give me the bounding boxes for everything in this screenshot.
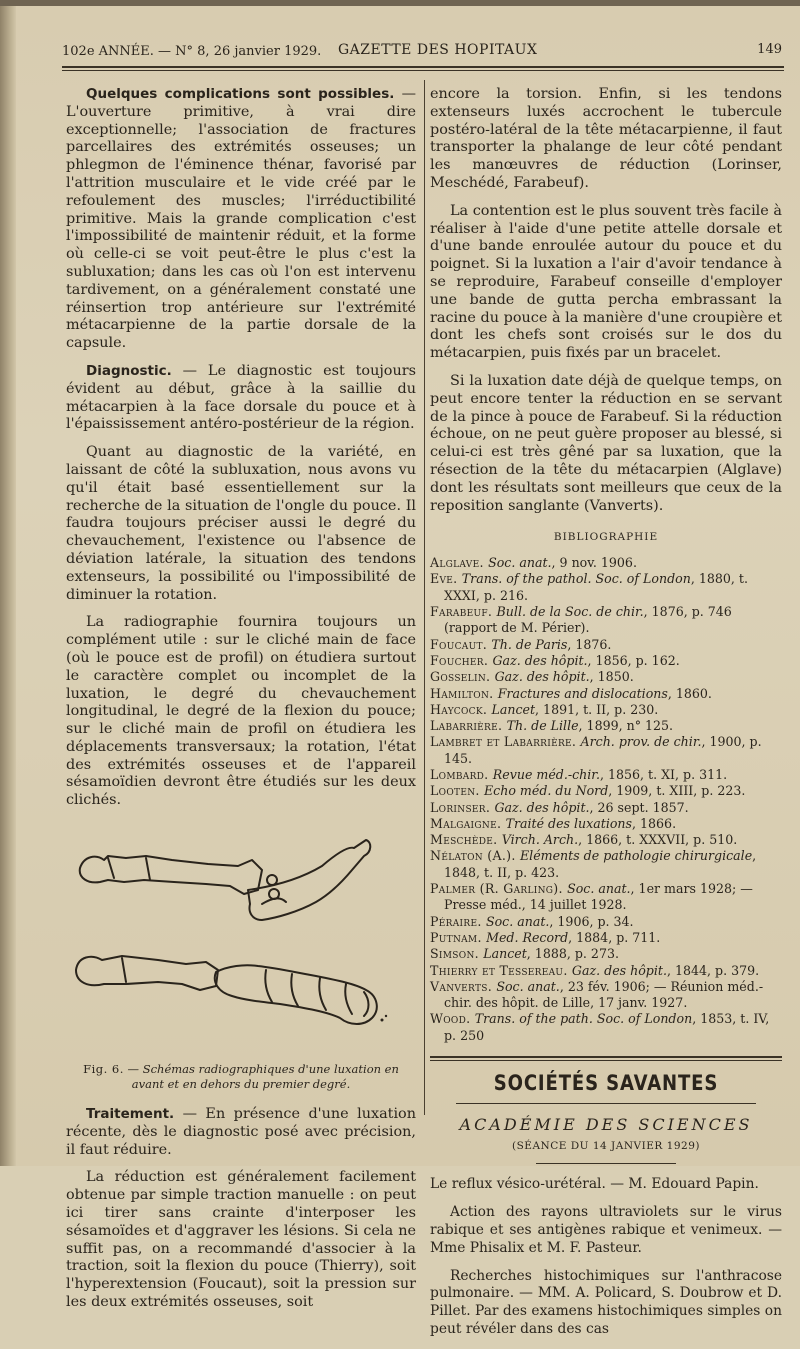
bibliography-entry bbox=[430, 930, 782, 946]
bibliography-details: , 1891, t. II, p. 230. bbox=[535, 701, 659, 717]
bibliography-author: Wood. bbox=[430, 1011, 475, 1027]
section-rule bbox=[430, 1056, 782, 1061]
bibliography-details: , 1er mars 1928; — Presse méd., 14 juillet 1928. bbox=[444, 881, 753, 913]
academy-item-ultraviolets: Action des rayons ultraviolets sur le virus rabique et ses antigènes rabique et venimeux. — Mme Phisalix et M. F. Pasteur. bbox=[430, 1204, 782, 1256]
bibliography-details: , 1848, t. II, p. 423. bbox=[444, 848, 757, 880]
bibliography-author: Lombard. bbox=[430, 766, 493, 782]
bibliography-details: , 1876. bbox=[567, 636, 612, 652]
paragraph-diagnostic: Diagnostic. — Le diagnostic est toujours évident au début, grâce à la saillie du métacarpien à la face dorsale du pouce et à l'épaississement antéro-postérieur de la région. bbox=[66, 362, 416, 433]
bone-drawing bbox=[66, 820, 416, 1058]
bibliography-author: Looten. bbox=[430, 783, 484, 799]
bibliography-source: Arch. prov. de chir. bbox=[580, 734, 702, 750]
bibliography-entry bbox=[430, 963, 782, 979]
bibliography-entry bbox=[430, 555, 782, 571]
bibliography-entry bbox=[430, 832, 782, 848]
paragraph-radiography: La radiographie fournira toujours un complément utile : sur le cliché main de face (où le pouce est de profil) on étudiera surtout le caractère complet ou incomplet de la luxation, le degré du chevauchement longitudinal, le degré de la flexion du pouce; sur le cliché main de profil on étudiera les déplacements transversaux; la rotation, l'état des extrémités osseuses et de l'appareil sésamoïdien devront être étudiés sur les deux clichés. bbox=[66, 614, 416, 809]
bibliography-author: Gosselin. bbox=[430, 669, 495, 685]
bibliography-details: , 26 sept. 1857. bbox=[589, 799, 689, 815]
journal-title: GAZETTE DES HOPITAUX bbox=[338, 42, 538, 58]
bibliography-author: Simson. bbox=[430, 946, 484, 962]
bibliography-author: Meschède. bbox=[430, 832, 502, 848]
header-rule bbox=[62, 66, 784, 71]
bibliography-entry bbox=[430, 767, 782, 783]
heading-diagnostic: Diagnostic. bbox=[86, 362, 172, 379]
bibliography-author: Labarrière. bbox=[430, 718, 507, 734]
bibliography-entry bbox=[430, 718, 782, 734]
bibliography-details: , 23 fév. 1906; — Réunion méd.-chir. des hôpit. de Lille, 17 janv. 1927. bbox=[444, 978, 764, 1011]
bibliography-source: Gaz. des hôpit. bbox=[492, 652, 588, 668]
bibliography-author: Lambret et Labarrière. bbox=[430, 734, 581, 750]
bibliography-entry bbox=[430, 734, 782, 767]
bibliography-entry bbox=[430, 783, 782, 799]
section-title-rule bbox=[456, 1103, 756, 1104]
bibliography-entry bbox=[430, 881, 782, 914]
bibliography-author: Putnam. bbox=[430, 929, 487, 945]
bibliography-details: , 1860. bbox=[667, 685, 712, 701]
bibliography-source: Trans. of the pathol. Soc. of London bbox=[461, 571, 691, 587]
bibliography-author: Farabeuf. bbox=[430, 604, 497, 620]
paragraph-treatment: Traitement. — En présence d'une luxation récente, dès le diagnostic posé avec précision, il faut réduire. bbox=[66, 1106, 416, 1158]
bibliography-details: , 1899, n° 125. bbox=[578, 718, 674, 734]
bibliography-source: Trans. of the path. Soc. of London bbox=[474, 1011, 693, 1027]
bibliography-details: , 1866. bbox=[632, 815, 677, 831]
paragraph-torsion: encore la torsion. Enfin, si les tendons extenseurs luxés accrochent le tubercule postéro-latéral de la tête métacarpienne, il faut transporter la phalange de leur côté pendant les manœuvres de réduction (Lorinser, Meschédé, Farabeuf). bbox=[430, 86, 782, 191]
bibliography-source: Gaz. des hôpit. bbox=[494, 799, 590, 815]
paragraph-reduction: La réduction est généralement facilement obtenue par simple traction manuelle : on peut ici tirer sans crainte d'interposer les sésamoïdes et d'aggraver les lésions. Si cela ne suffit pas, on a recommandé d'associer à la traction, soit la flexion du pouce (Thierry), soit l'hyperextension (Foucaut), soit la pression sur les deux extrémités osseuses, soit bbox=[66, 1169, 416, 1311]
bibliography-details: , 1888, p. 273. bbox=[526, 946, 619, 962]
right-column bbox=[430, 86, 782, 1349]
academy-item-reflux: Le reflux vésico-urétéral. — M. Edouard Papin. bbox=[430, 1176, 759, 1193]
bibliography-entry bbox=[430, 979, 782, 1012]
bibliography-details: , 1900, p. 145. bbox=[444, 734, 762, 766]
issue-line: 102e ANNÉE. — N° 8, 26 janvier 1929. bbox=[62, 44, 322, 59]
bibliography-details: , 1844, p. 379. bbox=[666, 962, 760, 978]
figure-caption: Fig. 6. — Schémas radiographiques d'une luxation en avant et en dehors du premier degré. bbox=[83, 1062, 399, 1092]
bibliography-source: Soc. anat. bbox=[496, 978, 560, 994]
bibliography-details: , 1866, t. XXXVII, p. 510. bbox=[578, 832, 738, 848]
bibliography-source: Virch. Arch. bbox=[501, 832, 579, 848]
figure-radiographic-schemas bbox=[66, 820, 416, 1058]
top-edge bbox=[0, 0, 800, 6]
bibliography-entry bbox=[430, 1011, 782, 1044]
bibliography-author: Foucher. bbox=[430, 652, 493, 668]
bibliography-source: Lancet bbox=[483, 946, 527, 962]
bibliography-details: , 1909, t. XIII, p. 223. bbox=[608, 783, 746, 799]
bibliography-entry bbox=[430, 816, 782, 832]
bibliography-details: , 1876, p. 746 (rapport de M. Périer). bbox=[444, 604, 732, 636]
bibliography-source: Fractures and dislocations bbox=[497, 685, 668, 701]
bibliography-source: Th. de Paris bbox=[491, 636, 568, 652]
bibliography-details: , 1906, p. 34. bbox=[549, 913, 634, 929]
bibliography-source: Lancet bbox=[491, 701, 536, 717]
bibliography-author: Nélaton (A.). bbox=[430, 848, 520, 864]
bibliography-author: Hamilton. bbox=[430, 685, 498, 701]
bibliography-details: , 1853, t. IV, p. 250 bbox=[444, 1011, 770, 1043]
bibliography-title: BIBLIOGRAPHIE bbox=[553, 531, 659, 544]
bibliography-entry bbox=[430, 653, 782, 669]
bibliography-entry bbox=[430, 800, 782, 816]
bibliography-details: , 1884, p. 711. bbox=[568, 929, 661, 945]
heading-treatment: Traitement. bbox=[86, 1106, 175, 1123]
page-header bbox=[62, 42, 782, 64]
paragraph-variety: Quant au diagnostic de la variété, en laissant de côté la subluxation, nous avons vu qu'il était basé essentiellement sur la recherche de la situation de l'ongle du pouce. Il faudra toujours préciser aussi le degré du chevauchement, l'existence ou l'absence de déviation latérale, la situation des tendons extenseurs, la possibilité ou l'impossibilité de diminuer la rotation. bbox=[66, 444, 416, 603]
page-spine-shadow bbox=[0, 0, 16, 1166]
left-column bbox=[66, 86, 416, 1322]
bibliography-author: Alglave. bbox=[430, 555, 489, 571]
bibliography-author: Vanverts. bbox=[430, 978, 497, 994]
bibliography-source: Gaz. des hôpit. bbox=[494, 669, 590, 685]
bibliography-entry bbox=[430, 571, 782, 604]
bibliography-source: Bull. de la Soc. de chir. bbox=[496, 604, 644, 620]
bibliography-entry bbox=[430, 637, 782, 653]
bibliography-details: , 1856, t. XI, p. 311. bbox=[599, 766, 728, 782]
bibliography-entry bbox=[430, 686, 782, 702]
bibliography-author: Eve. bbox=[430, 571, 462, 587]
bibliography-author: Haycock. bbox=[430, 701, 492, 717]
bibliography-source: Th. de Lille bbox=[506, 718, 579, 734]
bibliography-details: , 1850. bbox=[589, 669, 634, 685]
bibliography-author: Péraire. bbox=[430, 913, 486, 929]
bibliography-entry bbox=[430, 604, 782, 637]
paragraph-old-luxation: Si la luxation date déjà de quelque temps, on peut encore tenter la réduction en se servant de la pince à pouce de Farabeuf. Si la réduction échoue, on ne peut guère proposer au blessé, si celui-ci est très gêné par sa luxation, que la résection de la tête du métacarpien (Alglave) dont les résultats sont meilleurs que ceux de la reposition sanglante (Vanverts). bbox=[430, 372, 782, 514]
academy-title: ACADÉMIE DES SCIENCES bbox=[459, 1114, 753, 1134]
bibliography-entry bbox=[430, 914, 782, 930]
bibliography-author: Lorinser. bbox=[430, 799, 495, 815]
bibliography-entry bbox=[430, 702, 782, 718]
page-number: 149 bbox=[757, 42, 782, 57]
session-date: (SÉANCE DU 14 JANVIER 1929) bbox=[511, 1139, 700, 1152]
bibliography-source: Soc. anat. bbox=[488, 555, 552, 571]
bibliography-entry bbox=[430, 669, 782, 685]
bibliography-entry bbox=[430, 946, 782, 962]
bibliography-source: Soc. anat. bbox=[485, 913, 550, 929]
bibliography-author: Foucaut. bbox=[430, 636, 492, 652]
heading-complications: Quelques complications sont possibles. bbox=[86, 86, 395, 102]
bibliography-source: Med. Record bbox=[486, 929, 569, 945]
bibliography-source: Gaz. des hôpit. bbox=[571, 962, 667, 978]
academy-item-anthracose: Recherches histochimiques sur l'anthracose pulmonaire. — MM. A. Policard, S. Doubrow et D. Pillet. Par des examens histochimiques simples on peut révéler dans des cas bbox=[430, 1267, 782, 1337]
bibliography-source: Echo méd. du Nord bbox=[483, 783, 609, 799]
bibliography-list bbox=[430, 555, 782, 1044]
paragraph-complications: Quelques complications sont possibles. — L'ouverture primitive, à vrai dire exceptionnelle; l'association de fractures parcellaires des extrémités osseuses; un phlegmon de l'éminence thénar, favorisé par l'attrition musculaire et le vide créé par le refoulement des muscles; l'irréductibilité primitive. Mais la grande complication c'est l'impossibilité de maintenir réduit, et la forme où celle-ci se voit peut-être le plus c'est la subluxation; dans les cas où l'on est intervenu tardivement, on a généralement constaté une réinsertion trop antérieure sur l'extrémité métacarpienne de la partie dorsale de la capsule. bbox=[66, 86, 417, 352]
bibliography-source: Soc. anat. bbox=[567, 881, 631, 897]
column-divider bbox=[424, 80, 425, 1115]
bibliography-source: Revue méd.-chir. bbox=[492, 766, 600, 782]
bibliography-entry bbox=[430, 848, 782, 881]
bibliography-source: Traité des luxations bbox=[505, 815, 633, 831]
session-rule bbox=[536, 1163, 676, 1164]
bibliography-source: Eléments de pathologie chirurgicale bbox=[519, 848, 753, 864]
bibliography-details: , 9 nov. 1906. bbox=[551, 555, 637, 571]
bibliography-details: , 1856, p. 162. bbox=[587, 652, 680, 668]
bibliography-details: , 1880, t. XXXI, p. 216. bbox=[444, 571, 748, 603]
section-title-societes: SOCIÉTÉS SAVANTES bbox=[493, 1071, 719, 1096]
paragraph-contention: La contention est le plus souvent très facile à réaliser à l'aide d'une petite attelle dorsale et d'une bande enroulée autour du pouce et du poignet. Si la luxation a l'air d'avoir tendance à se reproduire, Farabeuf conseille d'employer une bande de gutta percha embrassant la racine du pouce à la manière d'une croupière et dont les chefs sont croisés sur le dos du métacarpien, puis fixés par un bracelet. bbox=[430, 202, 782, 362]
bibliography-author: Palmer (R. Garling). bbox=[430, 881, 568, 897]
bibliography-author: Malgaigne. bbox=[430, 815, 506, 831]
bibliography-author: Thierry et Tessereau. bbox=[430, 962, 572, 978]
